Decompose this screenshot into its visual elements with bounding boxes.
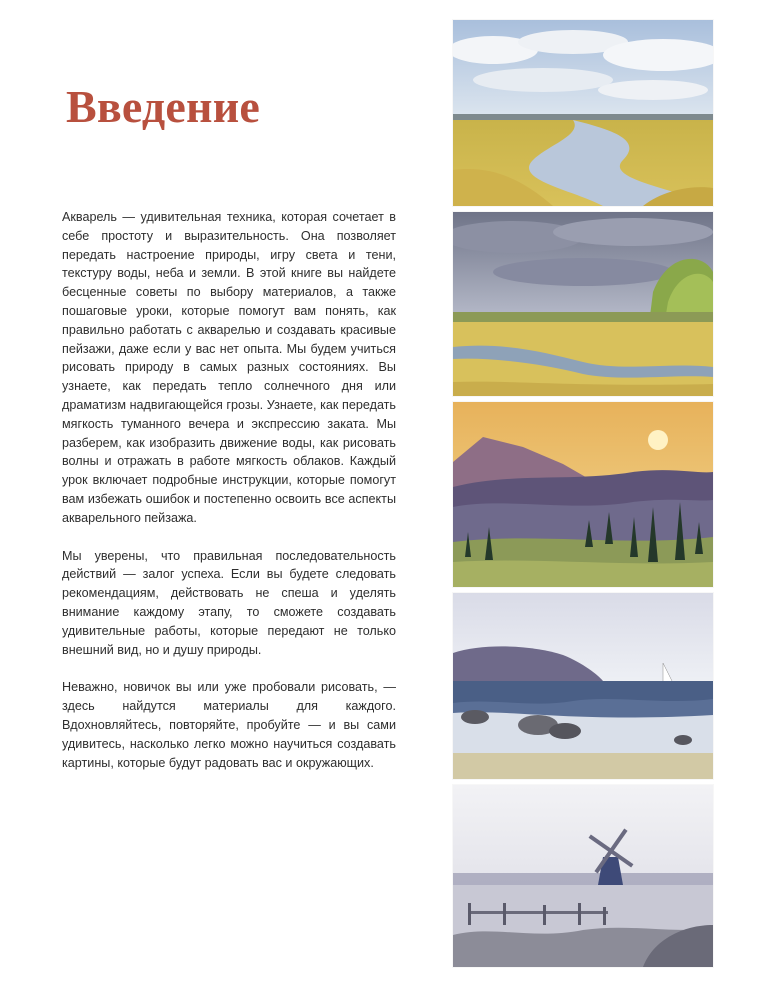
paragraph-2: Мы уверены, что правильная последовательность действий — залог успеха. Если вы будете следовать рекомендациям, действовать не спеша и уделять внимание каждому этапу, то сможете создавать удивительные работы, которые передают не только внешний вид, но и душу природы. bbox=[62, 548, 396, 657]
illustration-seascape bbox=[453, 593, 713, 779]
illustration-sunset-mountains bbox=[453, 402, 713, 587]
paragraph-1: Акварель — удивительная техника, которая сочетает в себе простоту и выразительность. Она позволяет передать настроение природы, игру света и тени, текстуру воды, неба и земли. В этой книге вы найдете бесценные советы по выбору материалов, а также пошаговые уроки, которые помогут вам понять, как правильно работать с акварелью и создавать красивые пейзажи, даже если у вас нет опыта. Мы будем учиться рисовать природу в самых разных состояниях. Вы узнаете, как передать тепло солнечного дня или драматизм надвигающейся грозы. Узнаете, как передать мягкость туманного вечера и экспрессию заката. Мы разберем, как изобразить движение воды, как рисовать волны и отражать в работе мягкость облаков. Каждый урок включает подробные инструкции, которые помогут вам избежать ошибок и постепенно освоить все аспекты акварельного пейзажа. bbox=[62, 210, 396, 525]
paragraph-3: Неважно, новичок вы или уже пробовали рисовать, — здесь найдутся материалы для каждого. Вдохновляйтесь, повторяйте, пробуйте — и вы сами удивитесь, насколько легко можно научиться создавать картины, которые будут радовать вас и окружающих. bbox=[62, 680, 396, 770]
illustration-gallery bbox=[453, 20, 713, 967]
page-title: Введение bbox=[66, 81, 261, 132]
illustration-marsh-river bbox=[453, 20, 713, 206]
intro-text bbox=[62, 208, 396, 791]
illustration-storm-meadow bbox=[453, 212, 713, 396]
illustration-windmill bbox=[453, 785, 713, 967]
